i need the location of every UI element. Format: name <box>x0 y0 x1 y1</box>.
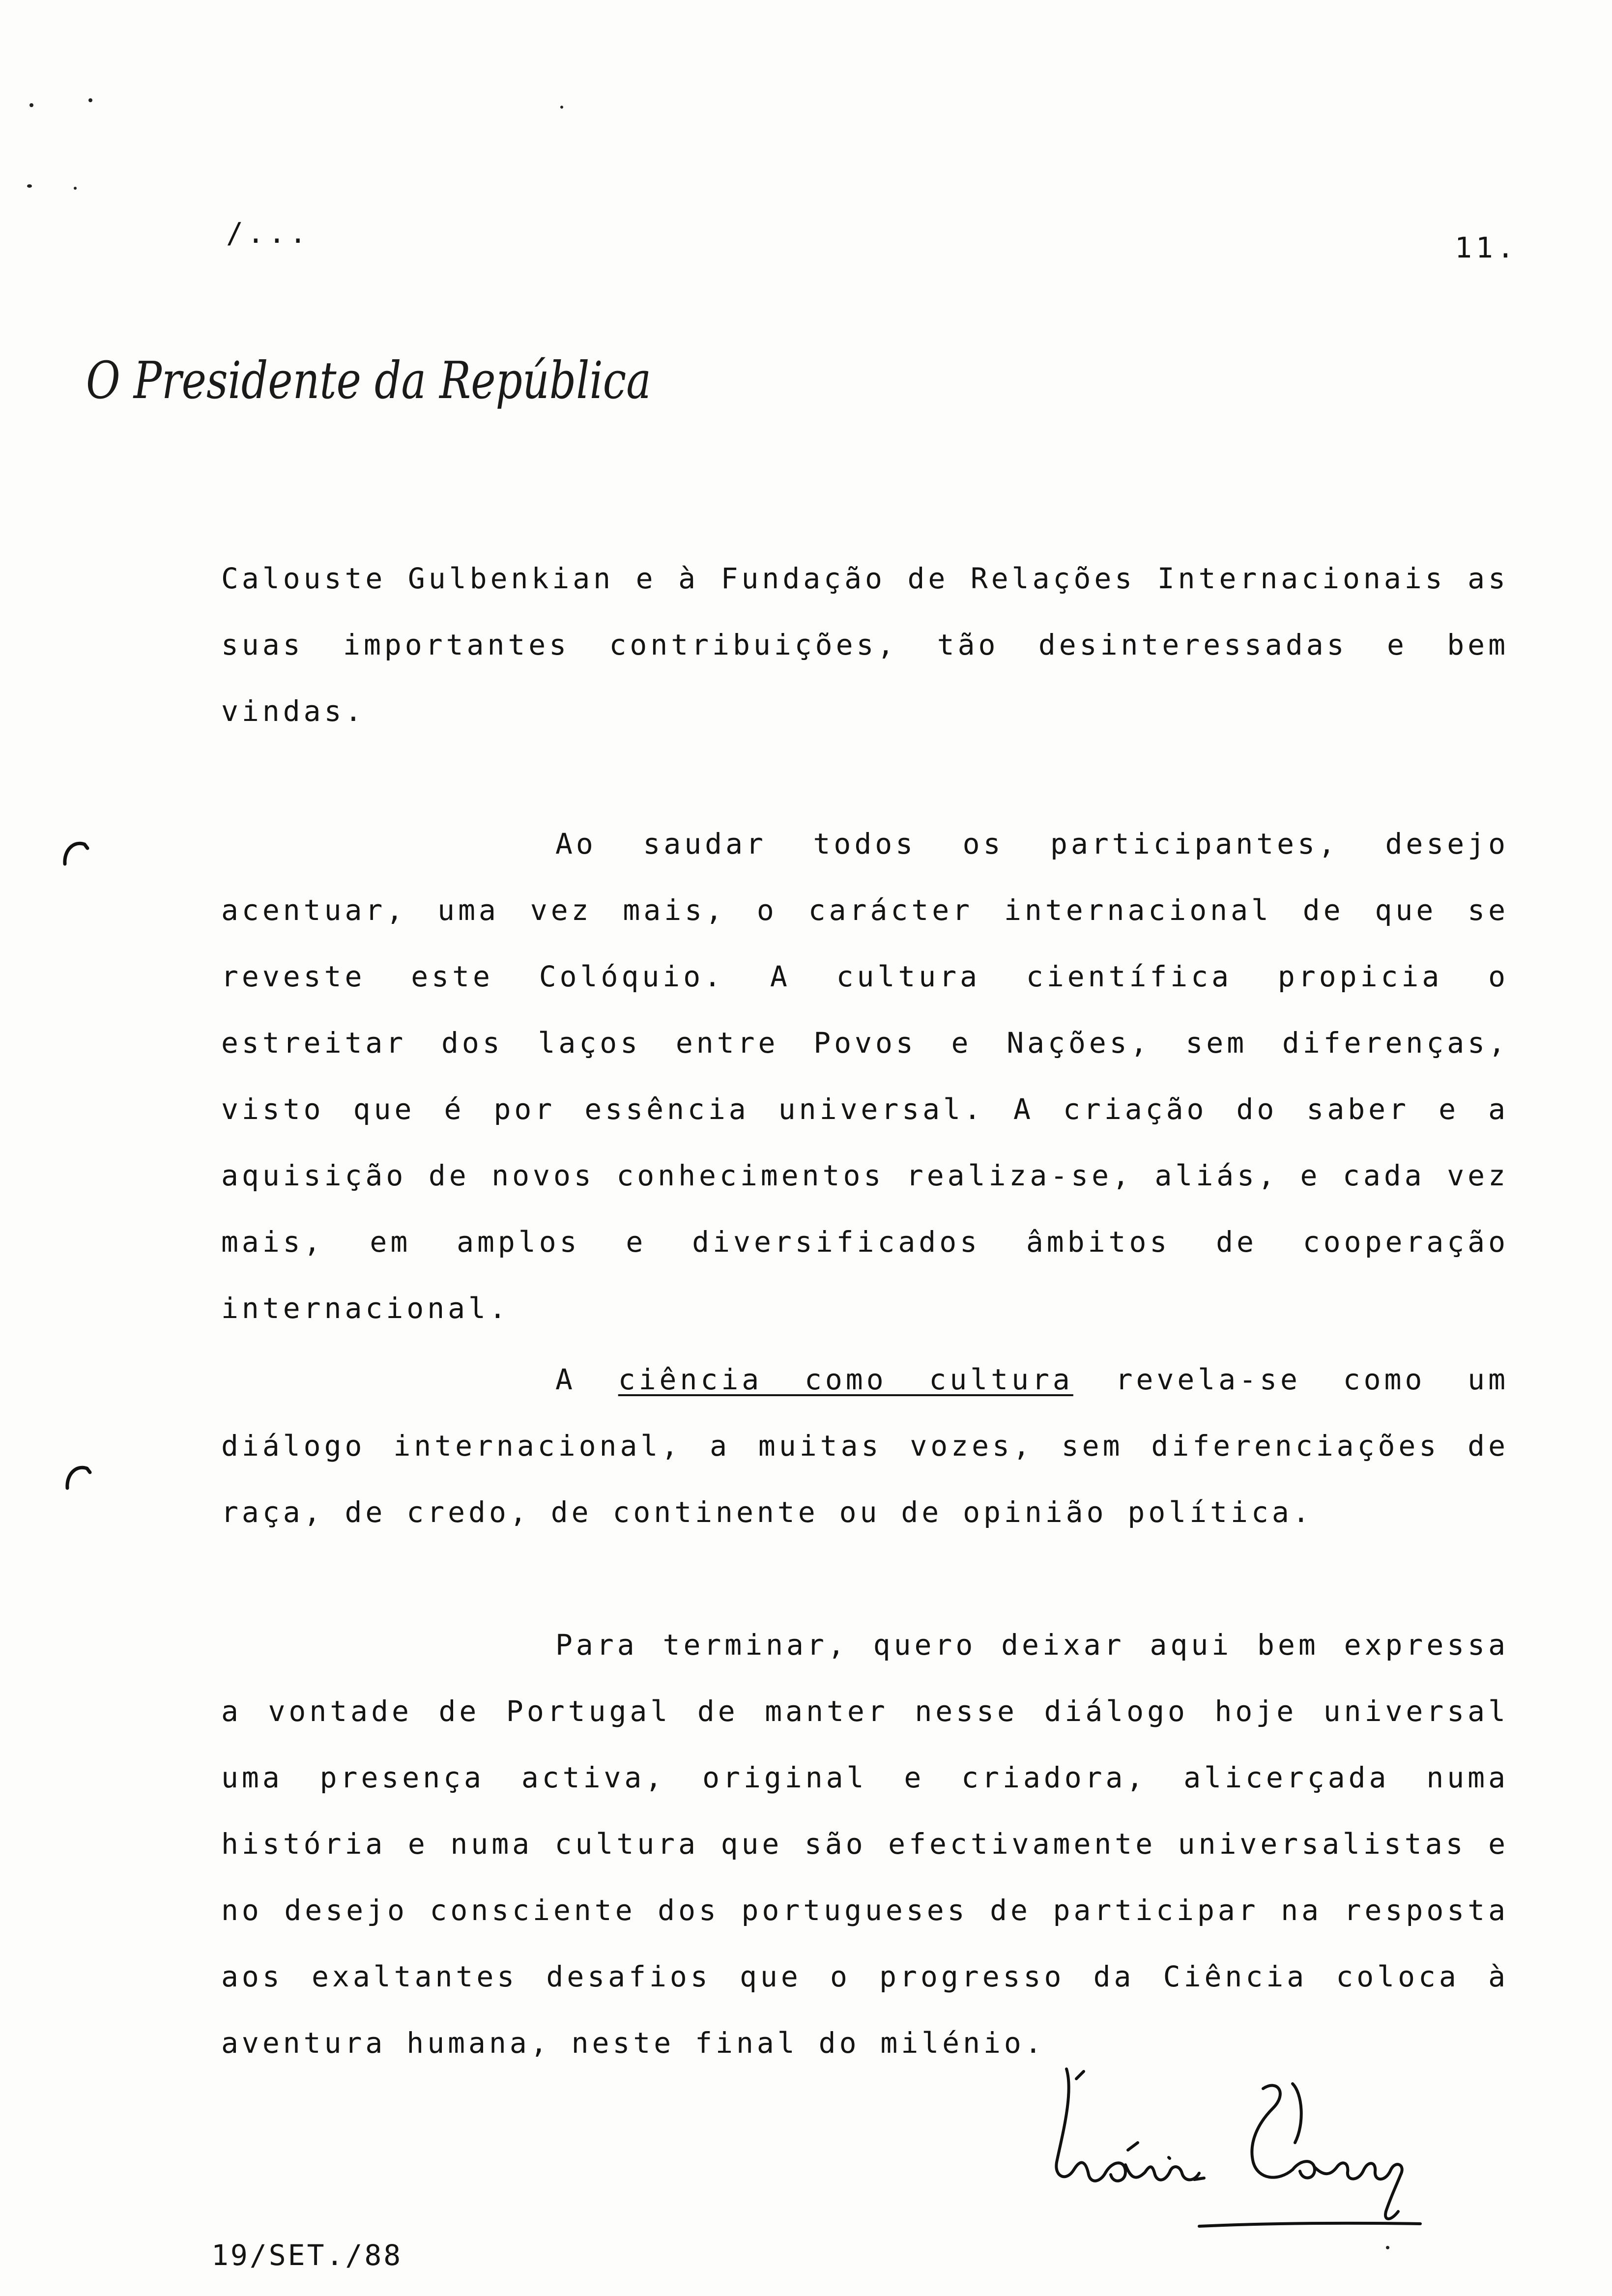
scan-speck <box>88 98 92 102</box>
paragraph-2: Ao saudar todos os participantes, desejo acentuar, uma vez mais, o carácter internacional de que se reveste este Colóquio. A cultura científica propicia o estreitar dos laços entre Povos e Nações, sem diferenças, visto que é por essência universal. A criação do saber e a aquisição de novos conhecimentos realiza-se, aliás, e cada vez mais, em amplos e diversificados âmbitos de cooperação internacional. <box>221 827 1509 1325</box>
letterhead-script <box>86 339 666 423</box>
punch-hole-mark <box>59 835 93 865</box>
punch-hole-mark <box>61 1460 96 1489</box>
paragraph-3 <box>221 1347 1509 1546</box>
scan-speck <box>27 184 32 188</box>
paragraph-3-lead: A <box>555 1363 618 1396</box>
letterhead-text: O Presidente da República <box>86 350 651 410</box>
scan-speck <box>29 103 33 107</box>
handwritten-signature <box>1047 2064 1430 2241</box>
document-date: 19/SET./88 <box>211 2239 403 2272</box>
scan-speck <box>74 187 77 190</box>
continuation-mark: /... <box>226 216 311 250</box>
paragraph-4: Para terminar, quero deixar aqui bem expressa a vontade de Portugal de manter nesse diálogo hoje universal uma presença activa, original e criadora, alicerçada numa história e numa cultura que são efectivamente universalistas e no desejo consciente dos portugueses de participar na resposta aos exaltantes desafios que o progresso da Ciência coloca à aventura humana, neste final do milénio. <box>221 1628 1509 2060</box>
paragraph-3-rest: revela-se como um diálogo internacional, a muitas vozes, sem diferenciações de raça, de credo, de continente ou de opinião política. <box>221 1363 1509 1529</box>
page-number: 11. <box>1455 231 1518 264</box>
underlined-phrase: ciência como cultura <box>618 1363 1073 1396</box>
paragraph-1: Calouste Gulbenkian e à Fundação de Relações Internacionais as suas importantes contribuições, tão desinteressadas e bem vindas. <box>221 562 1509 728</box>
scan-speck <box>560 106 563 109</box>
scan-speck <box>1386 2246 1389 2249</box>
